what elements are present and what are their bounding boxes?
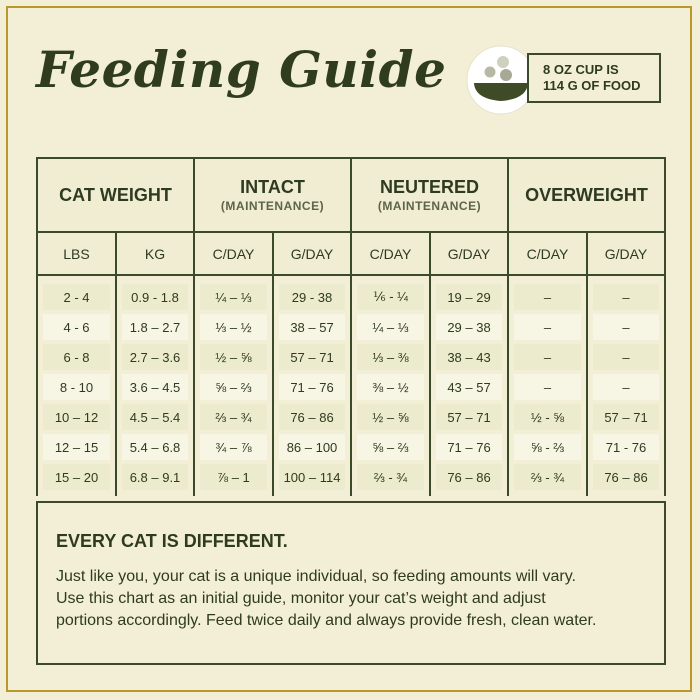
cell-value: ⅞ – 1 [200, 464, 267, 490]
table-row [37, 342, 665, 372]
table-cell [587, 432, 665, 462]
column-header-neutered-cups: C/DAY [351, 232, 430, 275]
table-cell [273, 312, 351, 342]
table-cell [273, 432, 351, 462]
table-cell [37, 312, 116, 342]
table-cell [430, 275, 508, 312]
table-row [37, 275, 665, 312]
table-cell [116, 402, 194, 432]
column-header-intact-cups: C/DAY [194, 232, 273, 275]
table-cell [273, 275, 351, 312]
table-cell [430, 462, 508, 496]
cell-value: 4.5 – 5.4 [122, 404, 188, 430]
cell-value: 0.9 - 1.8 [122, 284, 188, 310]
table-cell [351, 432, 430, 462]
cell-value: ¼ – ⅓ [357, 314, 424, 340]
group-title: NEUTERED [379, 177, 479, 197]
group-title: CAT WEIGHT [59, 184, 172, 205]
cell-value: 29 – 38 [436, 314, 502, 340]
table-cell [37, 372, 116, 402]
column-header-neutered-grams: G/DAY [430, 232, 508, 275]
food-bowl-icon [466, 45, 536, 115]
cell-value: 76 – 86 [593, 464, 659, 490]
cell-value: 8 - 10 [43, 374, 110, 400]
group-title: INTACT [240, 177, 305, 197]
cell-value: 57 – 71 [436, 404, 502, 430]
cell-value: ⅔ – ¾ [200, 404, 267, 430]
table-cell [508, 372, 587, 402]
table-cell [508, 275, 587, 312]
cup-info-line1: 8 OZ CUP IS [543, 62, 619, 77]
cell-value: 6.8 – 9.1 [122, 464, 188, 490]
cell-value: ⅜ – ½ [357, 374, 424, 400]
cell-value: 57 – 71 [279, 344, 345, 370]
cup-info-box [527, 53, 661, 103]
table-cell [508, 402, 587, 432]
cell-value: ¾ – ⅞ [200, 434, 267, 460]
table-cell [194, 402, 273, 432]
group-header-neutered [351, 158, 508, 232]
table-cell [508, 462, 587, 496]
cell-value: ½ – ⅝ [200, 344, 267, 370]
cell-value: ⅔ - ¾ [357, 464, 424, 490]
note-line: Just like you, your cat is a unique individual, so feeding amounts will vary. [56, 568, 576, 585]
table-cell [351, 402, 430, 432]
group-header-overweight [508, 158, 665, 232]
cup-info-line2: 114 G OF FOOD [543, 78, 641, 93]
table-cell [116, 342, 194, 372]
note-box [36, 501, 666, 665]
table-cell [116, 312, 194, 342]
column-header-overweight-grams: G/DAY [587, 232, 665, 275]
column-header-intact-grams: G/DAY [273, 232, 351, 275]
table-cell [430, 402, 508, 432]
cell-value: ¼ – ⅓ [200, 284, 267, 310]
table-cell [273, 372, 351, 402]
group-header-intact [194, 158, 351, 232]
table-cell [587, 462, 665, 496]
table-cell [587, 275, 665, 312]
cell-value: ½ - ⅝ [514, 404, 581, 430]
cell-value: ⅝ – ⅔ [200, 374, 267, 400]
cell-value: 38 – 57 [279, 314, 345, 340]
cell-value: – [514, 344, 581, 370]
cell-value: 2.7 – 3.6 [122, 344, 188, 370]
page-title: Feeding Guide [36, 40, 447, 99]
cell-value: 2 - 4 [43, 284, 110, 310]
note-line: portions accordingly. Feed twice daily and always provide fresh, clean water. [56, 612, 597, 629]
table-cell [37, 402, 116, 432]
table-cell [508, 432, 587, 462]
cell-value: ⅝ - ⅔ [514, 434, 581, 460]
cell-value: 29 - 38 [279, 284, 345, 310]
table-cell [37, 432, 116, 462]
table-cell [351, 312, 430, 342]
cell-value: 10 – 12 [43, 404, 110, 430]
table-row [37, 402, 665, 432]
cell-value: 100 – 114 [279, 464, 345, 490]
cell-value: 3.6 – 4.5 [122, 374, 188, 400]
cell-value: 86 – 100 [279, 434, 345, 460]
table-cell [273, 342, 351, 372]
cell-value: – [514, 314, 581, 340]
table-cell [116, 372, 194, 402]
group-subtitle: (MAINTENANCE) [377, 199, 482, 213]
cell-value: 38 – 43 [436, 344, 502, 370]
cell-value: – [514, 284, 581, 310]
table-cell [194, 432, 273, 462]
cell-value: ⅓ – ⅜ [357, 344, 424, 370]
cell-value: – [593, 374, 659, 400]
cell-value: 71 – 76 [436, 434, 502, 460]
cell-value: ⅔ - ¾ [514, 464, 581, 490]
table-cell [194, 312, 273, 342]
table-cell [430, 372, 508, 402]
table-cell [37, 342, 116, 372]
table-cell [508, 312, 587, 342]
note-title: EVERY CAT IS DIFFERENT. [56, 531, 288, 551]
table-cell [116, 432, 194, 462]
table-cell [430, 342, 508, 372]
table-cell [351, 462, 430, 496]
table-cell [194, 275, 273, 312]
cell-value: ⅝ – ⅔ [357, 434, 424, 460]
column-header-overweight-cups: C/DAY [508, 232, 587, 275]
table-cell [273, 462, 351, 496]
table-cell [587, 342, 665, 372]
table-cell [508, 342, 587, 372]
feeding-table [36, 157, 666, 496]
cell-value: 6 - 8 [43, 344, 110, 370]
cell-value: 19 – 29 [436, 284, 502, 310]
table-cell [194, 372, 273, 402]
cell-value: 76 – 86 [436, 464, 502, 490]
cell-value: ⅙ - ¼ [357, 284, 424, 310]
table-cell [273, 402, 351, 432]
table-cell [37, 275, 116, 312]
cell-value: 15 – 20 [43, 464, 110, 490]
table-cell [351, 342, 430, 372]
cell-value: 71 – 76 [279, 374, 345, 400]
group-subtitle: (MAINTENANCE) [220, 199, 325, 213]
cell-value: – [593, 314, 659, 340]
cell-value: 1.8 – 2.7 [122, 314, 188, 340]
cell-value: – [593, 344, 659, 370]
group-title: OVERWEIGHT [525, 184, 648, 205]
cell-value: ⅓ – ½ [200, 314, 267, 340]
table-cell [37, 462, 116, 496]
note-line: Use this chart as an initial guide, monitor your cat’s weight and adjust [56, 590, 546, 607]
table-row [37, 432, 665, 462]
table-cell [351, 275, 430, 312]
cell-value: – [593, 284, 659, 310]
table-cell [194, 342, 273, 372]
table-cell [116, 462, 194, 496]
table-cell [430, 312, 508, 342]
table-row [37, 312, 665, 342]
table-body [37, 275, 665, 496]
table-cell [587, 402, 665, 432]
table-cell [430, 432, 508, 462]
table-cell [351, 372, 430, 402]
cell-value: 5.4 – 6.8 [122, 434, 188, 460]
table-cell [194, 462, 273, 496]
cell-value: ½ – ⅝ [357, 404, 424, 430]
table-cell [116, 275, 194, 312]
cell-value: 43 – 57 [436, 374, 502, 400]
table-cell [587, 312, 665, 342]
cell-value: 76 – 86 [279, 404, 345, 430]
cell-value: 71 - 76 [593, 434, 659, 460]
table-cell [587, 372, 665, 402]
cell-value: – [514, 374, 581, 400]
column-header-kg: KG [116, 232, 194, 275]
cell-value: 57 – 71 [593, 404, 659, 430]
group-header-cat-weight [37, 158, 194, 232]
column-header-lbs: LBS [37, 232, 116, 275]
cell-value: 12 – 15 [43, 434, 110, 460]
table-row [37, 462, 665, 496]
table-row [37, 372, 665, 402]
cell-value: 4 - 6 [43, 314, 110, 340]
